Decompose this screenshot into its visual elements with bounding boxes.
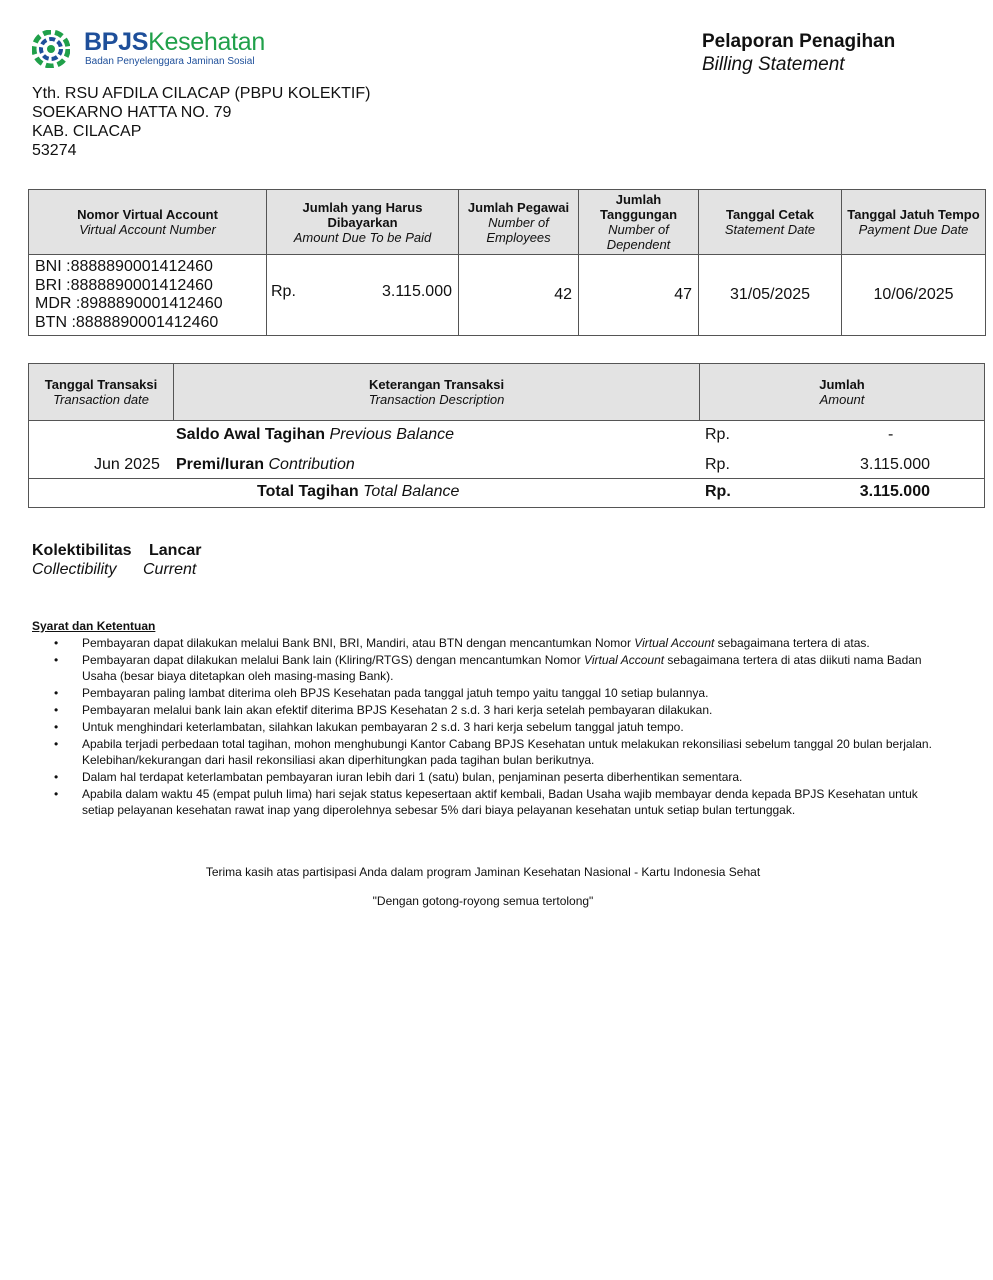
col-transaction-desc: Keterangan Transaksi Transaction Description [173,364,699,420]
total-amount: 3.115.000 [859,483,930,500]
va-mdr: MDR :8988890001412460 [35,295,223,312]
total-label-en: Total Balance [363,483,460,500]
term-item: • Pembayaran dapat dilakukan melalui Bank lain (Kliring/RTGS) dengan mencantumkan Nomor Virtual Account sebagaimana tertera di atas diikuti nama Badan Usaha (besar biaya ditetapkan oleh masing-masing Bank). [32,652,932,684]
collectibility-value-en: Current [143,561,197,578]
desc-id: Saldo Awal Tagihan [176,426,326,443]
bpjs-logo [32,28,272,72]
terms-title: Syarat dan Ketentuan [32,619,156,633]
term-item: • Pembayaran melalui bank lain akan efektif diterima BPJS Kesehatan 2 s.d. 3 hari kerja setelah pembayaran dilakukan. [32,702,932,718]
amount-due-cell [267,255,459,336]
total-divider [29,478,984,479]
va-bri: BRI :8888890001412460 [35,276,213,294]
collectibility-block [32,541,201,579]
employees-value: 42 [459,255,579,336]
col-transaction-amount: Jumlah Amount [699,364,984,420]
total-currency: Rp. [705,483,731,500]
logo-wordmark: BPJSKesehatan [84,28,265,56]
recipient-city: KAB. CILACAP [32,123,142,140]
transactions-table [28,363,985,508]
col-va: Nomor Virtual Account Virtual Account Number [29,190,267,255]
transactions-header-row [28,363,985,421]
amount-due-value: 3.115.000 [382,283,452,300]
recipient-postcode: 53274 [32,142,77,159]
term-item: • Untuk menghindari keterlambatan, silahkan lakukan pembayaran 2 s.d. 3 hari kerja sebelum tanggal jatuh tempo. [32,719,932,735]
term-item: • Pembayaran dapat dilakukan melalui Bank BNI, BRI, Mandiri, atau BTN dengan mencantumkan Nomor Virtual Account sebagaimana tertera di atas. [32,635,932,651]
page-title [702,31,895,77]
transactions-body [28,421,985,508]
transaction-row-previous-balance [29,426,984,446]
summary-data-row [29,255,986,336]
desc-en: Previous Balance [329,426,455,443]
title-en: Billing Statement [702,54,845,75]
col-statement-date: Tanggal Cetak Statement Date [699,190,842,255]
recipient-name: Yth. RSU AFDILA CILACAP (PBPU KOLEKTIF) [32,85,371,102]
col-amount-due: Jumlah yang Harus Dibayarkan Amount Due To be Paid [267,190,459,255]
due-date-value: 10/06/2025 [842,255,986,336]
desc-en: Contribution [268,456,355,473]
summary-header-row [29,190,986,255]
currency: Rp. [705,456,730,473]
col-transaction-date: Tanggal Transaksi Transaction date [44,377,158,407]
col-dependents: Jumlah Tanggungan Number of Dependent [579,190,699,255]
currency: Rp. [705,426,730,443]
statement-date-value: 31/05/2025 [699,255,842,336]
date: Jun 2025 [94,456,160,473]
va-btn: BTN :8888890001412460 [35,313,219,331]
amount: - [888,426,894,443]
col-employees: Jumlah Pegawai Number of Employees [459,190,579,255]
transaction-row-contribution [29,456,984,476]
amount: 3.115.000 [860,456,930,473]
va-numbers [29,255,267,336]
dependents-value: 47 [579,255,699,336]
collectibility-label-id: Kolektibilitas [32,542,132,559]
recipient-address [32,84,370,160]
amount-due-currency: Rp. [271,283,296,300]
title-id: Pelaporan Penagihan [702,31,896,52]
bpjs-emblem-icon [32,30,70,68]
desc-id: Premi/Iuran [176,456,265,473]
term-item: • Apabila dalam waktu 45 (empat puluh lima) hari sejak status kepesertaan aktif kembali, Badan Usaha wajib membayar denda kepada BPJS Kesehatan untuk setiap pelayanan kesehatan rawat inap yang diperolehnya sebesar 5% dari biaya pelayanan kesehatan untuk setiap bulan tertunggak. [32,786,932,818]
logo-subtitle: Badan Penyelenggara Jaminan Sosial [85,56,255,67]
term-item: • Dalam hal terdapat keterlambatan pembayaran iuran lebih dari 1 (satu) bulan, penjaminan peserta diberhentikan sementara. [32,769,932,785]
term-item: • Apabila terjadi perbedaan total tagihan, mohon menghubungi Kantor Cabang BPJS Kesehatan untuk melakukan rekonsiliasi sebelum tanggal 20 bulan berjalan. Kelebihan/kekurangan dari hasil rekonsiliasi akan diperhitungkan pada tagihan bulan berikutnya. [32,736,932,768]
va-bni: BNI :8888890001412460 [35,258,213,275]
col-due-date: Tanggal Jatuh Tempo Payment Due Date [842,190,986,255]
thanks-note: Terima kasih atas partisipasi Anda dalam program Jaminan Kesehatan Nasional - Kartu Indonesia Sehat [205,865,761,879]
terms-section [32,618,932,818]
collectibility-label-en: Collectibility [32,561,117,578]
collectibility-value-id: Lancar [149,542,202,559]
term-item: • Pembayaran paling lambat diterima oleh BPJS Kesehatan pada tanggal jatuh tempo yaitu tanggal 10 setiap bulannya. [32,685,932,701]
motto: "Dengan gotong-royong semua tertolong" [372,894,594,908]
billing-summary-table [28,189,986,336]
recipient-street: SOEKARNO HATTA NO. 79 [32,104,232,121]
transaction-total-row [29,483,984,503]
terms-list [32,635,932,818]
total-label-id: Total Tagihan [257,483,359,500]
